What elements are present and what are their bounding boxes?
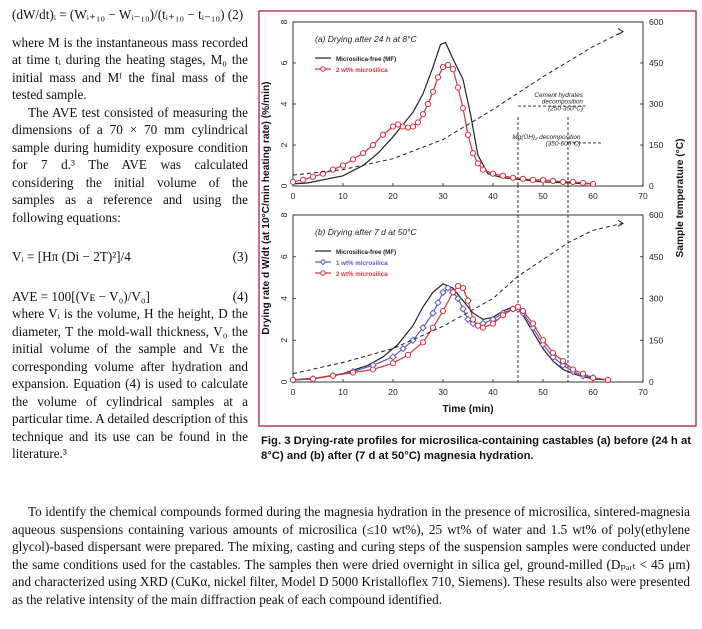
panel-b-legend-label: 1 wt% microsilica xyxy=(336,260,388,267)
panel-b-x-tick-label: 50 xyxy=(538,387,548,397)
panel-a-title: (a) Drying after 24 h at 8°C xyxy=(315,34,417,44)
panel-a-annotation-mgoh2: (350-600°C) xyxy=(545,140,581,148)
panel-a-data-point xyxy=(420,112,425,117)
panel-a-data-point xyxy=(360,151,365,156)
panel-a-annotation-mgoh2: Mg(OH)₂ decomposition xyxy=(512,133,581,141)
panel-a-data-point xyxy=(405,125,410,130)
panel-a-data-point xyxy=(390,124,395,129)
panel-b-temperature-arrowhead xyxy=(618,220,623,226)
equation-4-number: (4) xyxy=(232,288,248,304)
panel-b-x-tick-label: 0 xyxy=(290,387,296,397)
panel-a-data-point xyxy=(300,177,305,182)
panel-b-legend-marker xyxy=(321,271,326,276)
panel-b-y-tick-label: 6 xyxy=(279,254,289,260)
panel-a-y2-tick-label: 450 xyxy=(649,58,664,68)
panel-b-data-point xyxy=(590,375,595,380)
panel-b-data-point xyxy=(390,361,395,366)
panel-a-annotation-cement: decomposition xyxy=(541,98,583,106)
panel-a-data-point xyxy=(435,75,440,80)
panel-b-x-tick-label: 60 xyxy=(588,387,598,397)
panel-b-data-point xyxy=(480,325,485,330)
panel-a-data-point xyxy=(530,177,535,182)
panel-b-data-point xyxy=(475,323,480,328)
panel-a-x-tick-label: 0 xyxy=(290,191,296,201)
panel-a-microsilica-free-line xyxy=(293,43,593,184)
panel-a-y-tick-label: 4 xyxy=(279,101,289,107)
panel-b-y2-tick-label: 600 xyxy=(649,210,664,220)
panel-a-x-tick-label: 30 xyxy=(438,191,448,201)
panel-b-data-point xyxy=(580,371,585,376)
panel-a-data-point xyxy=(480,167,485,172)
panel-a-data-point xyxy=(455,85,460,90)
panel-a-data-point xyxy=(465,132,470,137)
drying-rate-chart xyxy=(255,0,702,430)
panel-a-y-tick-label: 2 xyxy=(279,142,289,148)
panel-a-data-point xyxy=(410,124,415,129)
panel-b-legend-label: 2 wt% microsilica xyxy=(336,271,388,278)
paragraph-mass-definitions: where M is the instantaneous mass recorded at time tᵢ during the heating stages, M₀ the initial mass and Mᶠ the final mass of the tested sample. xyxy=(12,34,248,102)
left-text-column xyxy=(12,6,248,463)
paragraph-ave-test: The AVE test consisted of measuring the dimensions of a 70 × 70 mm cylindrical sample during humidity exposure condition for 7 d.³ The AVE was calculated considering the initial volume of the samples as a reference and using the following equations: xyxy=(12,104,248,225)
panel-b-data-point xyxy=(510,306,515,311)
panel-b-data-point xyxy=(560,359,565,364)
panel-a-data-point xyxy=(450,67,455,72)
panel-b-y-tick-label: 4 xyxy=(279,296,289,301)
panel-b-x-tick-label: 10 xyxy=(338,387,348,397)
equation-3 xyxy=(12,248,248,266)
panel-a-legend-label: 2 wt% microsilica xyxy=(336,67,388,74)
panel-b-y-tick-label: 2 xyxy=(279,337,289,343)
figure-caption: Fig. 3 Drying-rate profiles for microsilica-containing castables (a) before (24 h at 8°C) and (b) after (7 d at 50°C) magnesia hydration. xyxy=(261,435,692,462)
panel-a-y2-tick-label: 600 xyxy=(649,17,664,27)
panel-a-data-point xyxy=(310,174,315,179)
panel-a-data-point xyxy=(340,163,345,168)
panel-a-y2-tick-label: 300 xyxy=(649,99,664,109)
panel-b-data-point xyxy=(460,306,466,312)
panel-b-data-point xyxy=(420,340,425,345)
panel-a-data-point xyxy=(520,176,525,181)
panel-a-data-point xyxy=(330,167,335,172)
panel-b-data-point xyxy=(570,367,575,372)
x-axis-title: Time (min) xyxy=(442,404,494,415)
panel-a-x-tick-label: 70 xyxy=(638,191,648,201)
panel-b-data-point xyxy=(330,373,335,378)
panel-b-data-point xyxy=(550,350,555,355)
panel-a-data-point xyxy=(560,179,565,184)
panel-b-data-point xyxy=(450,290,455,295)
panel-b-y2-tick-label: 300 xyxy=(649,293,664,304)
panel-b-data-point xyxy=(435,300,441,306)
panel-a-two-wt-microsilica-line xyxy=(293,65,593,184)
panel-b-data-point xyxy=(465,298,470,303)
panel-a-data-point xyxy=(470,151,475,156)
panel-b-y-tick-label: 0 xyxy=(279,379,289,385)
panel-a-data-point xyxy=(350,157,355,162)
panel-a-y-tick-label: 0 xyxy=(279,183,289,189)
panel-a-y-tick-label: 6 xyxy=(279,60,289,66)
panel-a-y2-tick-label: 0 xyxy=(649,181,654,191)
equation-4 xyxy=(12,288,248,306)
panel-b-title: (b) Drying after 7 d at 50°C xyxy=(315,227,417,237)
paragraph-variable-definitions: where Vᵢ is the volume, H the height, D the diameter, T the mold-wall thickness, V₀ the initial volume of the sample and Vᴇ the corresponding volume after hydration and expansion. Equation (4) is used to calculate the volume of cylindrical samples at a particular time. A detailed description of this technique and its use can be found in the literature.³ xyxy=(12,306,248,461)
panel-a-x-tick-label: 20 xyxy=(388,191,398,201)
panel-a-data-point xyxy=(290,179,295,184)
panel-b-data-point xyxy=(605,377,610,382)
panel-a-x-tick-label: 10 xyxy=(338,191,348,201)
panel-b-data-point xyxy=(490,321,495,326)
panel-b-legend-marker xyxy=(320,259,325,264)
panel-a-data-point xyxy=(490,171,495,176)
panel-a-data-point xyxy=(540,177,545,182)
bottom-text xyxy=(12,503,690,609)
panel-a-data-point xyxy=(550,178,555,183)
panel-a-data-point xyxy=(475,161,480,166)
equation-3-number: (3) xyxy=(232,249,248,264)
panel-b-data-point xyxy=(500,313,505,318)
panel-b-y2-tick-label: 150 xyxy=(649,335,664,346)
panel-b-data-point xyxy=(470,317,475,322)
y2-axis-title: Sample temperature (°C) xyxy=(675,138,686,258)
panel-a-x-tick-label: 60 xyxy=(588,191,598,201)
panel-b-x-tick-label: 40 xyxy=(488,387,498,397)
panel-b-data-point xyxy=(370,367,375,372)
panel-a-data-point xyxy=(440,65,445,70)
panel-a-data-point xyxy=(370,142,375,147)
panel-b-data-point xyxy=(310,376,315,381)
panel-b-data-point xyxy=(460,285,465,290)
panel-a-data-point xyxy=(430,89,435,94)
panel-b-data-point xyxy=(530,321,535,326)
figure-3 xyxy=(255,0,702,435)
panel-b-y-tick-label: 8 xyxy=(279,212,289,218)
panel-b-data-point xyxy=(440,308,445,313)
panel-b-data-point xyxy=(515,304,520,309)
panel-b-data-point xyxy=(405,352,410,357)
panel-b-data-point xyxy=(350,370,355,375)
equation-2: (dW/dt)ᵢ = (Wᵢ₊₁₀ − Wᵢ₋₁₀)/(tᵢ₊₁₀ − tᵢ₋₁₀) (2) xyxy=(12,7,244,22)
panel-a-data-point xyxy=(380,132,385,137)
panel-a-temperature-arrowhead xyxy=(618,29,623,35)
panel-b-y2-tick-label: 0 xyxy=(649,377,654,387)
panel-a-x-tick-label: 50 xyxy=(538,191,548,201)
panel-a-legend-label: Microsilica-free (MF) xyxy=(336,56,397,63)
y-axis-title: Drying rate d W/dt (at 10°C/min heating rate) (%/min) xyxy=(261,81,272,335)
panel-b-legend-label: Microsilica-free (MF) xyxy=(336,249,397,256)
equation-3-body: Vᵢ = [Hπ (Di − 2T)²]/4 xyxy=(12,249,131,264)
paragraph-xrd-method: To identify the chemical compounds formed during the magnesia hydration in the presence of microsilica, sintered-magnesia aqueous suspensions containing various amounts of microsilica (≤10 wt%), 25 wt% of water and 1.5 wt% of poly(ethylene glycol)-based dispersant were prepared. The mixing, casting and curing steps of the suspension samples were conducted under the same conditions used for the castables. The samples then were dried overnight in silica gel, ground-milled (Dₚₐᵣₜ < 45 μm) and characterized using XRD (CuKα, nickel filter, Model D 5000 Kristalloflex 710, Siemens). These results also were presented as the relative intensity of the main diffraction peak of each compound identified. xyxy=(12,504,690,607)
panel-a-annotation-cement: Cement hydrates xyxy=(534,91,583,99)
panel-b-x-tick-label: 30 xyxy=(438,387,448,397)
panel-b-data-point xyxy=(455,283,460,288)
panel-a-data-point xyxy=(500,173,505,178)
panel-a-data-point xyxy=(395,122,400,127)
panel-a-y-tick-label: 8 xyxy=(279,19,289,25)
panel-a-data-point xyxy=(415,120,420,125)
panel-a-data-point xyxy=(425,101,430,106)
panel-a-data-point xyxy=(510,175,515,180)
figure-frame xyxy=(259,11,696,426)
panel-b-data-point xyxy=(520,308,525,313)
panel-a-data-point xyxy=(580,180,585,185)
panel-a-legend-marker xyxy=(321,67,326,72)
panel-a-annotation-cement: (250-350°C) xyxy=(548,105,583,113)
panel-b-y2-tick-label: 450 xyxy=(649,251,664,262)
panel-b-data-point xyxy=(540,338,545,343)
panel-a-data-point xyxy=(445,62,450,67)
panel-b-x-tick-label: 20 xyxy=(388,387,398,397)
panel-a-data-point xyxy=(570,179,575,184)
panel-b-data-point xyxy=(290,377,295,382)
panel-a-data-point xyxy=(460,106,465,111)
panel-a-x-tick-label: 40 xyxy=(488,191,498,201)
panel-b-x-tick-label: 70 xyxy=(638,387,648,397)
panel-a-data-point xyxy=(400,124,405,129)
panel-a-y2-tick-label: 150 xyxy=(649,140,664,150)
panel-a-data-point xyxy=(590,181,595,186)
equation-4-body: AVE = 100[(Vᴇ − V₀)/V₀] xyxy=(12,288,150,304)
